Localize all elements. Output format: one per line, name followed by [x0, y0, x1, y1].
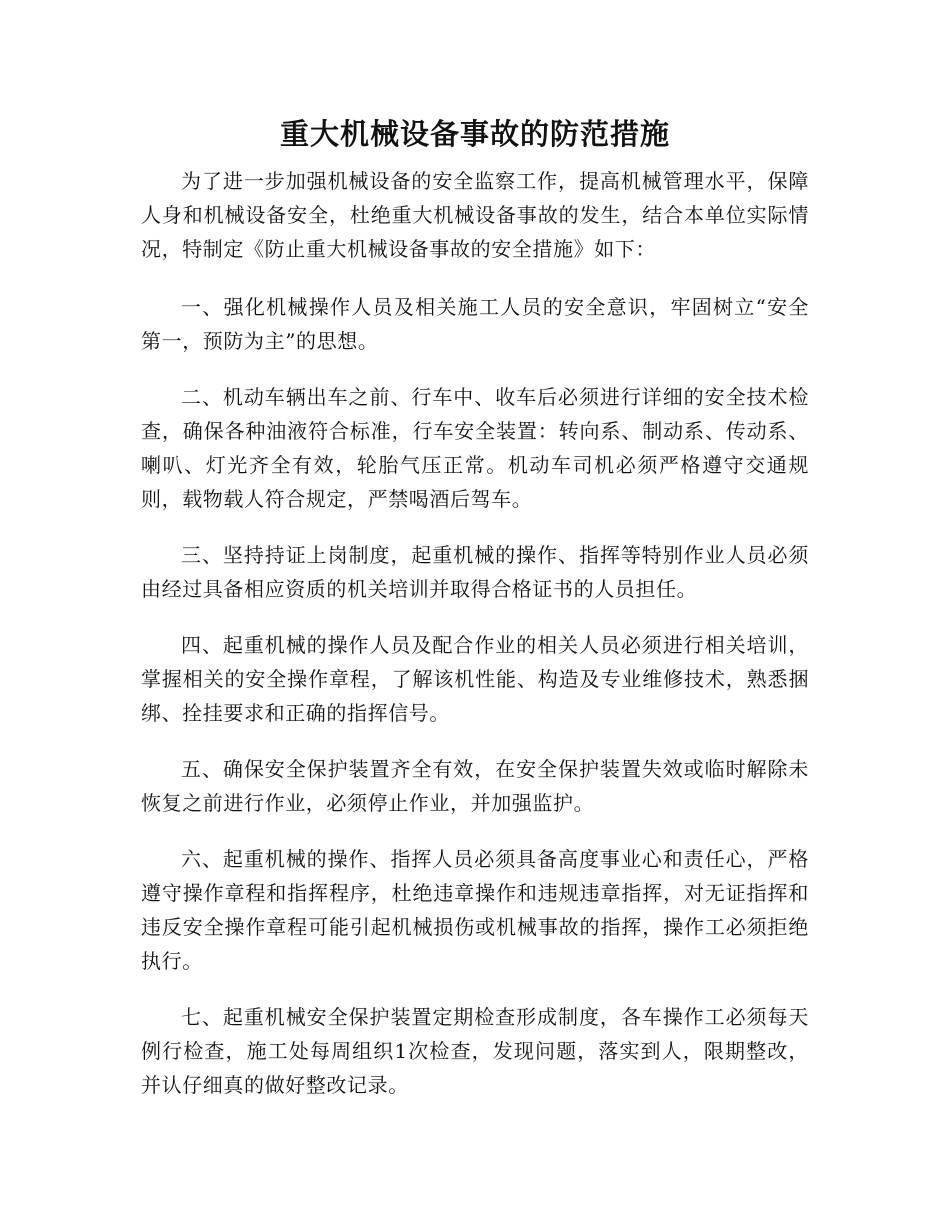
measure-4-paragraph: 四、起重机械的操作人员及配合作业的相关人员必须进行相关培训，掌握相关的安全操作章程，了解该机性能、构造及专业维修技术，熟悉捆绑、拴挂要求和正确的指挥信号。 [141, 633, 809, 725]
document-title: 重大机械设备事故的防范措施 [279, 117, 670, 151]
measure-7-paragraph: 七、起重机械安全保护装置定期检查形成制度，各车操作工必须每天例行检查，施工处每周组织1次检查，发现问题，落实到人，限期整改，并认仔细真的做好整改记录。 [141, 1005, 809, 1097]
measure-1-paragraph: 一、强化机械操作人员及相关施工人员的安全意识，牢固树立“安全第一，预防为主”的思想。 [141, 295, 809, 353]
measure-6-paragraph: 六、起重机械的操作、指挥人员必须具备高度事业心和责任心，严格遵守操作章程和指挥程序，杜绝违章操作和违规违章指挥，对无证指挥和违反安全操作章程可能引起机械损伤或机械事故的指挥，操作工必须拒绝执行。 [141, 847, 809, 973]
measure-5-paragraph: 五、确保安全保护装置齐全有效，在安全保护装置失效或临时解除未恢复之前进行作业，必须停止作业，并加强监护。 [141, 757, 809, 815]
measure-2-paragraph: 二、机动车辆出车之前、行车中、收车后必须进行详细的安全技术检查，确保各种油液符合标准，行车安全装置：转向系、制动系、传动系、喇叭、灯光齐全有效，轮胎气压正常。机动车司机必须严格遵守交通规则，载物载人符合规定，严禁喝酒后驾车。 [141, 385, 809, 511]
measure-3-paragraph: 三、坚持持证上岗制度，起重机械的操作、指挥等特别作业人员必须由经过具备相应资质的机关培训并取得合格证书的人员担任。 [141, 543, 809, 601]
document-body [141, 164, 809, 1124]
intro-paragraph: 为了进一步加强机械设备的安全监察工作，提高机械管理水平，保障人身和机械设备安全，杜绝重大机械设备事故的发生，结合本单位实际情况，特制定《防止重大机械设备事故的安全措施》如下： [141, 169, 809, 261]
